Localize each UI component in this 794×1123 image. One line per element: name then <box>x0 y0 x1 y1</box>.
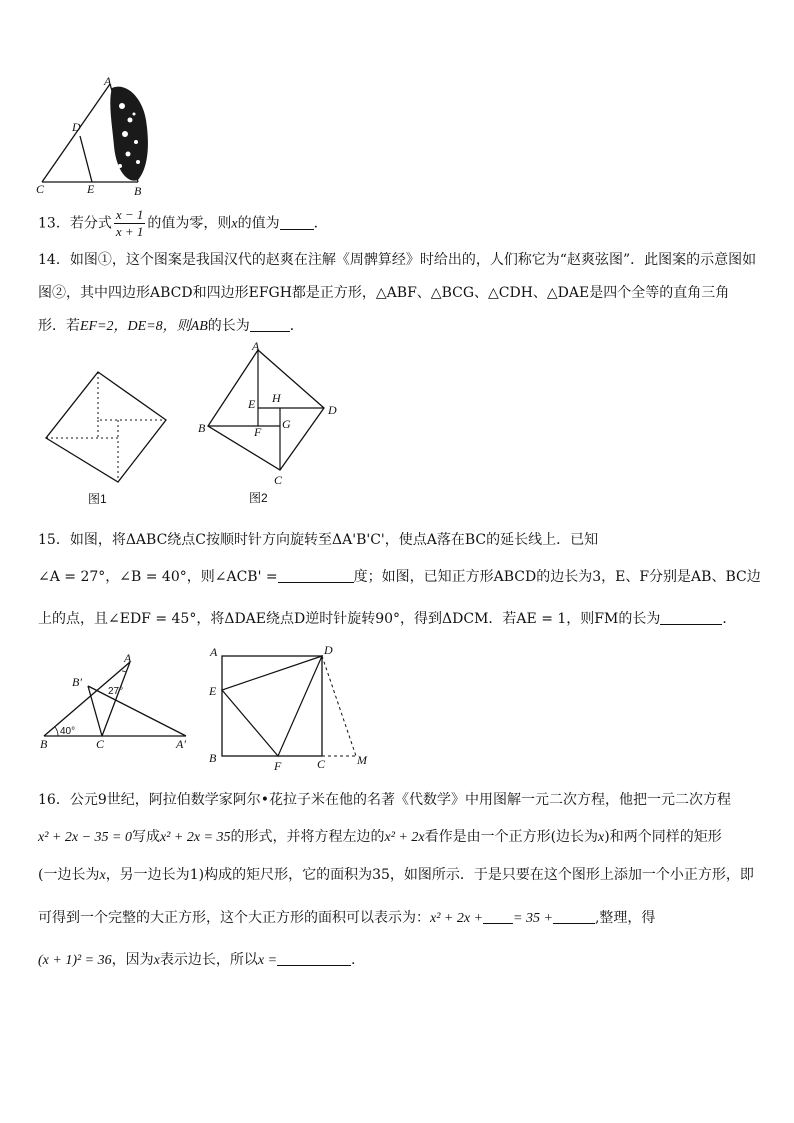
fig1-caption: 图1 <box>88 492 107 506</box>
label-B: B <box>134 184 142 198</box>
answer-blank-16c[interactable] <box>277 951 351 966</box>
fig2-label-E: E <box>248 397 256 411</box>
answer-blank[interactable] <box>250 317 290 332</box>
fraction: $\frac{x - 1}{x + 1}$ <box>115 207 144 239</box>
fig15b-label-F: F <box>274 759 282 773</box>
fig2-label-H: H <box>272 391 281 405</box>
question-14-line2: 图②，其中四边形ABCD和四边形EFGH都是正方形，△ABF、△BCG、△CDH、△DAE是四个全等的直角三角 <box>38 285 730 301</box>
fig15a-label-C: C <box>96 737 105 751</box>
answer-blank-16a[interactable] <box>483 909 513 924</box>
fig15a-angle-B: 40° <box>60 726 76 737</box>
figure-2 <box>192 340 352 508</box>
label-C: C <box>36 182 45 196</box>
label-D: D <box>72 120 81 134</box>
fig2-label-F: F <box>254 425 262 439</box>
fig15b-label-A: A <box>210 645 218 659</box>
fig15a-label-B: B <box>40 737 48 751</box>
fig15b-label-B: B <box>209 751 217 765</box>
question-16-line2: x² + 2x − 35 = 0写成x² + 2x = 35的形式，并将方程左边的x² + 2x看作是由一个正方形(边长为x)和两个同样的矩形 <box>38 829 722 845</box>
fig2-label-B: B <box>198 421 206 435</box>
question-16-line4: 可得到一个完整的大正方形，这个大正方形的面积可以表示为：x² + 2x + = 35 + ,整理，得 <box>38 910 656 926</box>
answer-blank[interactable] <box>280 215 314 230</box>
question-15-line1: 15．如图，将ΔABC绕点C按顺时针方向旋转至ΔA'B'C'，使点A落在BC的延长线上．已知 <box>38 532 599 548</box>
label-A: A <box>104 76 112 88</box>
fig15a-label-A: A <box>124 651 132 665</box>
figure-15-square <box>200 640 380 776</box>
question-13: 13．若分式 $\frac{x - 1}{x + 1}$ 的值为零，则x的值为 ． <box>38 207 328 239</box>
question-15-line3: 上的点，且∠EDF = 45°，将ΔDAE绕点D逆时针旋转90°，得到ΔDCM．若AE = 1，则FM的长为 ． <box>38 611 737 627</box>
fig15b-label-D: D <box>324 643 333 657</box>
question-15-line2: ∠A = 27°，∠B = 40°，则∠ACB' = 度；如图，已知正方形ABCD的边长为3，E、F分别是AB、BC边 <box>38 569 761 585</box>
answer-blank-angle[interactable] <box>278 568 354 583</box>
question-16-line5: (x + 1)² = 36，因为x表示边长，所以x = . <box>38 952 356 968</box>
fig15a-label-Aprime: A′ <box>176 737 186 751</box>
triangle-blot-figure <box>30 76 170 198</box>
fig2-label-A: A <box>252 340 260 353</box>
ink-blot <box>110 87 148 181</box>
figure-15-rotation <box>36 650 196 754</box>
question-14-line3: 形．若EF=2，DE=8，则AB的长为 ． <box>38 318 304 334</box>
fig2-label-C: C <box>274 473 283 487</box>
question-16-line1: 16．公元9世纪，阿拉伯数学家阿尔•花拉子米在他的名著《代数学》中用图解一元二次方程，他把一元二次方程 <box>38 792 731 808</box>
fig2-label-G: G <box>282 417 291 431</box>
fig15a-label-Bprime: B′ <box>72 675 82 689</box>
question-14-line1: 14．如图①，这个图案是我国汉代的赵爽在注解《周髀算经》时给出的，人们称它为“赵爽弦图”．此图案的示意图如 <box>38 252 757 268</box>
fig15b-label-C: C <box>317 757 326 771</box>
fig15b-label-M: M <box>357 753 367 767</box>
answer-blank-fm[interactable] <box>660 610 722 625</box>
label-E: E <box>87 182 95 196</box>
fig15a-angle-A: 27° <box>108 686 124 697</box>
fig2-caption: 图2 <box>249 491 268 505</box>
fig15b-label-E: E <box>209 684 217 698</box>
fig2-label-D: D <box>328 403 337 417</box>
answer-blank-16b[interactable] <box>553 909 595 924</box>
question-16-line3: (一边长为x，另一边长为1)构成的矩尺形，它的面积为35，如图所示．于是只要在这个图形上添加一个小正方形，即 <box>38 867 754 883</box>
figure-1 <box>40 366 172 510</box>
